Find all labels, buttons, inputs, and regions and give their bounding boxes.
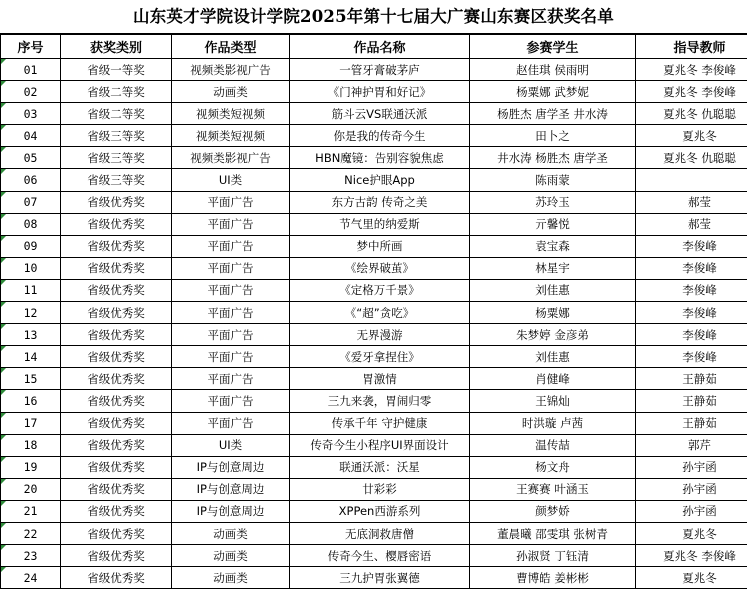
cell-students[interactable]: 亓馨悦: [470, 213, 636, 235]
cell-students[interactable]: 井水涛 杨胜杰 唐学圣: [470, 147, 636, 169]
table-row: [1, 456, 747, 478]
cell-teacher[interactable]: 夏兆冬: [636, 125, 747, 147]
cell-category[interactable]: 平面广告: [172, 191, 290, 213]
column-header-number[interactable]: 序号: [1, 35, 61, 59]
table-row: [1, 59, 747, 81]
cell-category[interactable]: 动画类: [172, 567, 290, 589]
cell-work[interactable]: 联通沃派：沃星: [290, 456, 470, 478]
cell-award[interactable]: 省级优秀奖: [61, 324, 172, 346]
cell-category[interactable]: 视频类影视广告: [172, 147, 290, 169]
cell-category[interactable]: IP与创意周边: [172, 478, 290, 500]
cell-award[interactable]: 省级二等奖: [61, 103, 172, 125]
cell-teacher[interactable]: 夏兆冬: [636, 567, 747, 589]
table-row: [1, 545, 747, 567]
cell-number[interactable]: 20: [1, 478, 61, 500]
cell-teacher[interactable]: 郝莹: [636, 213, 747, 235]
cell-category[interactable]: 视频类影视广告: [172, 59, 290, 81]
cell-students[interactable]: 刘佳惠: [470, 346, 636, 368]
cell-award[interactable]: 省级优秀奖: [61, 302, 172, 324]
cell-teacher[interactable]: 李俊峰: [636, 324, 747, 346]
cell-award[interactable]: 省级优秀奖: [61, 235, 172, 257]
cell-category[interactable]: 动画类: [172, 545, 290, 567]
table-row: [1, 169, 747, 191]
cell-work[interactable]: 传奇今生、樱唇密语: [290, 545, 470, 567]
cell-award[interactable]: 省级优秀奖: [61, 567, 172, 589]
cell-students[interactable]: 王赛赛 叶涵玉: [470, 478, 636, 500]
cell-award[interactable]: 省级优秀奖: [61, 191, 172, 213]
cell-award[interactable]: 省级二等奖: [61, 81, 172, 103]
cell-work[interactable]: 无底洞救唐僧: [290, 522, 470, 544]
table-row: [1, 81, 747, 103]
column-header-work[interactable]: 作品名称: [290, 35, 470, 59]
cell-work[interactable]: 梦中所画: [290, 235, 470, 257]
cell-number[interactable]: 03: [1, 103, 61, 125]
table-row: [1, 235, 747, 257]
table-row: [1, 522, 747, 544]
cell-work[interactable]: 你是我的传奇今生: [290, 125, 470, 147]
cell-number[interactable]: 14: [1, 346, 61, 368]
cell-category[interactable]: 视频类短视频: [172, 125, 290, 147]
cell-category[interactable]: 动画类: [172, 522, 290, 544]
cell-students[interactable]: 温传喆: [470, 434, 636, 456]
cell-category[interactable]: 动画类: [172, 81, 290, 103]
sheet-title: 山东英才学院设计学院2025年第十七届大广赛山东赛区获奖名单: [0, 0, 747, 34]
cell-category[interactable]: 平面广告: [172, 324, 290, 346]
cell-number[interactable]: 21: [1, 500, 61, 522]
cell-category[interactable]: IP与创意周边: [172, 456, 290, 478]
cell-number[interactable]: 19: [1, 456, 61, 478]
cell-award[interactable]: 省级优秀奖: [61, 257, 172, 279]
cell-category[interactable]: 平面广告: [172, 213, 290, 235]
cell-award[interactable]: 省级一等奖: [61, 59, 172, 81]
cell-work[interactable]: XPPen西游系列: [290, 500, 470, 522]
cell-award[interactable]: 省级优秀奖: [61, 412, 172, 434]
table-row: [1, 279, 747, 301]
cell-teacher[interactable]: 孙宇函: [636, 500, 747, 522]
cell-number[interactable]: 06: [1, 169, 61, 191]
cell-teacher[interactable]: 夏兆冬 李俊峰: [636, 545, 747, 567]
table-row: [1, 213, 747, 235]
cell-students[interactable]: 袁宝森: [470, 235, 636, 257]
table-row: [1, 125, 747, 147]
cell-award[interactable]: 省级优秀奖: [61, 390, 172, 412]
table-row: [1, 500, 747, 522]
table-row: [1, 324, 747, 346]
cell-teacher[interactable]: 夏兆冬 李俊峰: [636, 81, 747, 103]
cell-number[interactable]: 08: [1, 213, 61, 235]
cell-work[interactable]: 东方古韵 传奇之美: [290, 191, 470, 213]
cell-category[interactable]: UI类: [172, 169, 290, 191]
table-row: [1, 346, 747, 368]
cell-students[interactable]: 苏玲玉: [470, 191, 636, 213]
table-row: [1, 257, 747, 279]
cell-number[interactable]: 07: [1, 191, 61, 213]
cell-teacher[interactable]: 夏兆冬: [636, 522, 747, 544]
cell-number[interactable]: 02: [1, 81, 61, 103]
cell-students[interactable]: 刘佳惠: [470, 279, 636, 301]
cell-students[interactable]: 杨粟娜: [470, 302, 636, 324]
cell-number[interactable]: 01: [1, 59, 61, 81]
column-header-students[interactable]: 参赛学生: [470, 35, 636, 59]
column-header-category[interactable]: 作品类型: [172, 35, 290, 59]
cell-number[interactable]: 18: [1, 434, 61, 456]
cell-category[interactable]: UI类: [172, 434, 290, 456]
cell-award[interactable]: 省级优秀奖: [61, 522, 172, 544]
cell-work[interactable]: 三九护胃张翼德: [290, 567, 470, 589]
cell-students[interactable]: 林星宇: [470, 257, 636, 279]
cell-teacher[interactable]: 夏兆冬 仇聪聪: [636, 103, 747, 125]
cell-work[interactable]: 传承千年 守护健康: [290, 412, 470, 434]
cell-students[interactable]: 颜梦娇: [470, 500, 636, 522]
cell-work[interactable]: 廿彩彩: [290, 478, 470, 500]
cell-work[interactable]: 《门神护胃和好记》: [290, 81, 470, 103]
column-header-award[interactable]: 获奖类别: [61, 35, 172, 59]
cell-number[interactable]: 05: [1, 147, 61, 169]
cell-category[interactable]: 视频类短视频: [172, 103, 290, 125]
cell-teacher[interactable]: 王静茹: [636, 368, 747, 390]
cell-teacher[interactable]: 王静茹: [636, 390, 747, 412]
cell-number[interactable]: 16: [1, 390, 61, 412]
cell-category[interactable]: 平面广告: [172, 302, 290, 324]
table-row: [1, 567, 747, 589]
cell-category[interactable]: 平面广告: [172, 412, 290, 434]
cell-students[interactable]: 杨文舟: [470, 456, 636, 478]
table-row: [1, 147, 747, 169]
cell-work[interactable]: 传奇今生小程序UI界面设计: [290, 434, 470, 456]
table-row: [1, 478, 747, 500]
cell-teacher[interactable]: 郝莹: [636, 191, 747, 213]
cell-teacher[interactable]: [636, 169, 747, 191]
cell-teacher[interactable]: 夏兆冬 仇聪聪: [636, 147, 747, 169]
table-row: [1, 412, 747, 434]
cell-number[interactable]: 12: [1, 302, 61, 324]
cell-number[interactable]: 09: [1, 235, 61, 257]
cell-work[interactable]: 节气里的纳爱斯: [290, 213, 470, 235]
cell-award[interactable]: 省级优秀奖: [61, 500, 172, 522]
cell-students[interactable]: 杨粟娜 武梦妮: [470, 81, 636, 103]
table-body: [1, 59, 747, 589]
cell-category[interactable]: 平面广告: [172, 390, 290, 412]
cell-work[interactable]: 筋斗云VS联通沃派: [290, 103, 470, 125]
cell-number[interactable]: 13: [1, 324, 61, 346]
cell-work[interactable]: Nice护眼App: [290, 169, 470, 191]
cell-award[interactable]: 省级优秀奖: [61, 346, 172, 368]
cell-students[interactable]: 时洪璇 卢茜: [470, 412, 636, 434]
cell-award[interactable]: 省级优秀奖: [61, 213, 172, 235]
cell-award[interactable]: 省级三等奖: [61, 125, 172, 147]
cell-award[interactable]: 省级三等奖: [61, 147, 172, 169]
cell-teacher[interactable]: 李俊峰: [636, 235, 747, 257]
cell-category[interactable]: 平面广告: [172, 279, 290, 301]
table-row: [1, 103, 747, 125]
cell-students[interactable]: 朱梦婷 金彦弟: [470, 324, 636, 346]
award-table: [0, 34, 747, 589]
cell-award[interactable]: 省级三等奖: [61, 169, 172, 191]
cell-work[interactable]: 《定格万千景》: [290, 279, 470, 301]
cell-students[interactable]: 田卜之: [470, 125, 636, 147]
cell-category[interactable]: IP与创意周边: [172, 500, 290, 522]
cell-work[interactable]: 《绘界破茧》: [290, 257, 470, 279]
cell-teacher[interactable]: 李俊峰: [636, 257, 747, 279]
table-row: [1, 368, 747, 390]
cell-number[interactable]: 04: [1, 125, 61, 147]
cell-number[interactable]: 24: [1, 567, 61, 589]
cell-teacher[interactable]: 李俊峰: [636, 302, 747, 324]
cell-teacher[interactable]: 李俊峰: [636, 279, 747, 301]
cell-teacher[interactable]: 夏兆冬 李俊峰: [636, 59, 747, 81]
cell-number[interactable]: 23: [1, 545, 61, 567]
cell-number[interactable]: 10: [1, 257, 61, 279]
cell-number[interactable]: 22: [1, 522, 61, 544]
cell-award[interactable]: 省级优秀奖: [61, 456, 172, 478]
cell-students[interactable]: 杨胜杰 唐学圣 井水涛: [470, 103, 636, 125]
cell-award[interactable]: 省级优秀奖: [61, 279, 172, 301]
cell-students[interactable]: 陈雨蒙: [470, 169, 636, 191]
cell-category[interactable]: 平面广告: [172, 257, 290, 279]
cell-award[interactable]: 省级优秀奖: [61, 368, 172, 390]
cell-award[interactable]: 省级优秀奖: [61, 478, 172, 500]
table-row: [1, 191, 747, 213]
cell-students[interactable]: 孙淑贤 丁钰清: [470, 545, 636, 567]
column-header-teacher[interactable]: 指导教师: [636, 35, 747, 59]
cell-teacher[interactable]: 孙宇函: [636, 478, 747, 500]
cell-award[interactable]: 省级优秀奖: [61, 545, 172, 567]
cell-number[interactable]: 17: [1, 412, 61, 434]
cell-students[interactable]: 曹博皓 姜彬彬: [470, 567, 636, 589]
cell-teacher[interactable]: 孙宇函: [636, 456, 747, 478]
cell-work[interactable]: 三九来袭，胃闹归零: [290, 390, 470, 412]
cell-students[interactable]: 肖健峰: [470, 368, 636, 390]
cell-students[interactable]: 董晨曦 邵雯琪 张树青: [470, 522, 636, 544]
cell-teacher[interactable]: 李俊峰: [636, 346, 747, 368]
cell-category[interactable]: 平面广告: [172, 235, 290, 257]
cell-work[interactable]: 《“超”贪吃》: [290, 302, 470, 324]
cell-work[interactable]: 胃激情: [290, 368, 470, 390]
cell-teacher[interactable]: 王静茹: [636, 412, 747, 434]
table-row: [1, 302, 747, 324]
cell-students[interactable]: 王锦灿: [470, 390, 636, 412]
cell-work[interactable]: 无界漫游: [290, 324, 470, 346]
cell-category[interactable]: 平面广告: [172, 368, 290, 390]
cell-work[interactable]: 《爱牙拿捏住》: [290, 346, 470, 368]
table-row: [1, 390, 747, 412]
cell-number[interactable]: 15: [1, 368, 61, 390]
cell-students[interactable]: 赵佳琪 侯雨明: [470, 59, 636, 81]
cell-number[interactable]: 11: [1, 279, 61, 301]
table-row: [1, 434, 747, 456]
cell-teacher[interactable]: 郭芹: [636, 434, 747, 456]
cell-award[interactable]: 省级优秀奖: [61, 434, 172, 456]
cell-work[interactable]: 一管牙膏破茅庐: [290, 59, 470, 81]
cell-category[interactable]: 平面广告: [172, 346, 290, 368]
cell-work[interactable]: HBN魔镜：告别容貌焦虑: [290, 147, 470, 169]
header-row: [1, 35, 747, 59]
